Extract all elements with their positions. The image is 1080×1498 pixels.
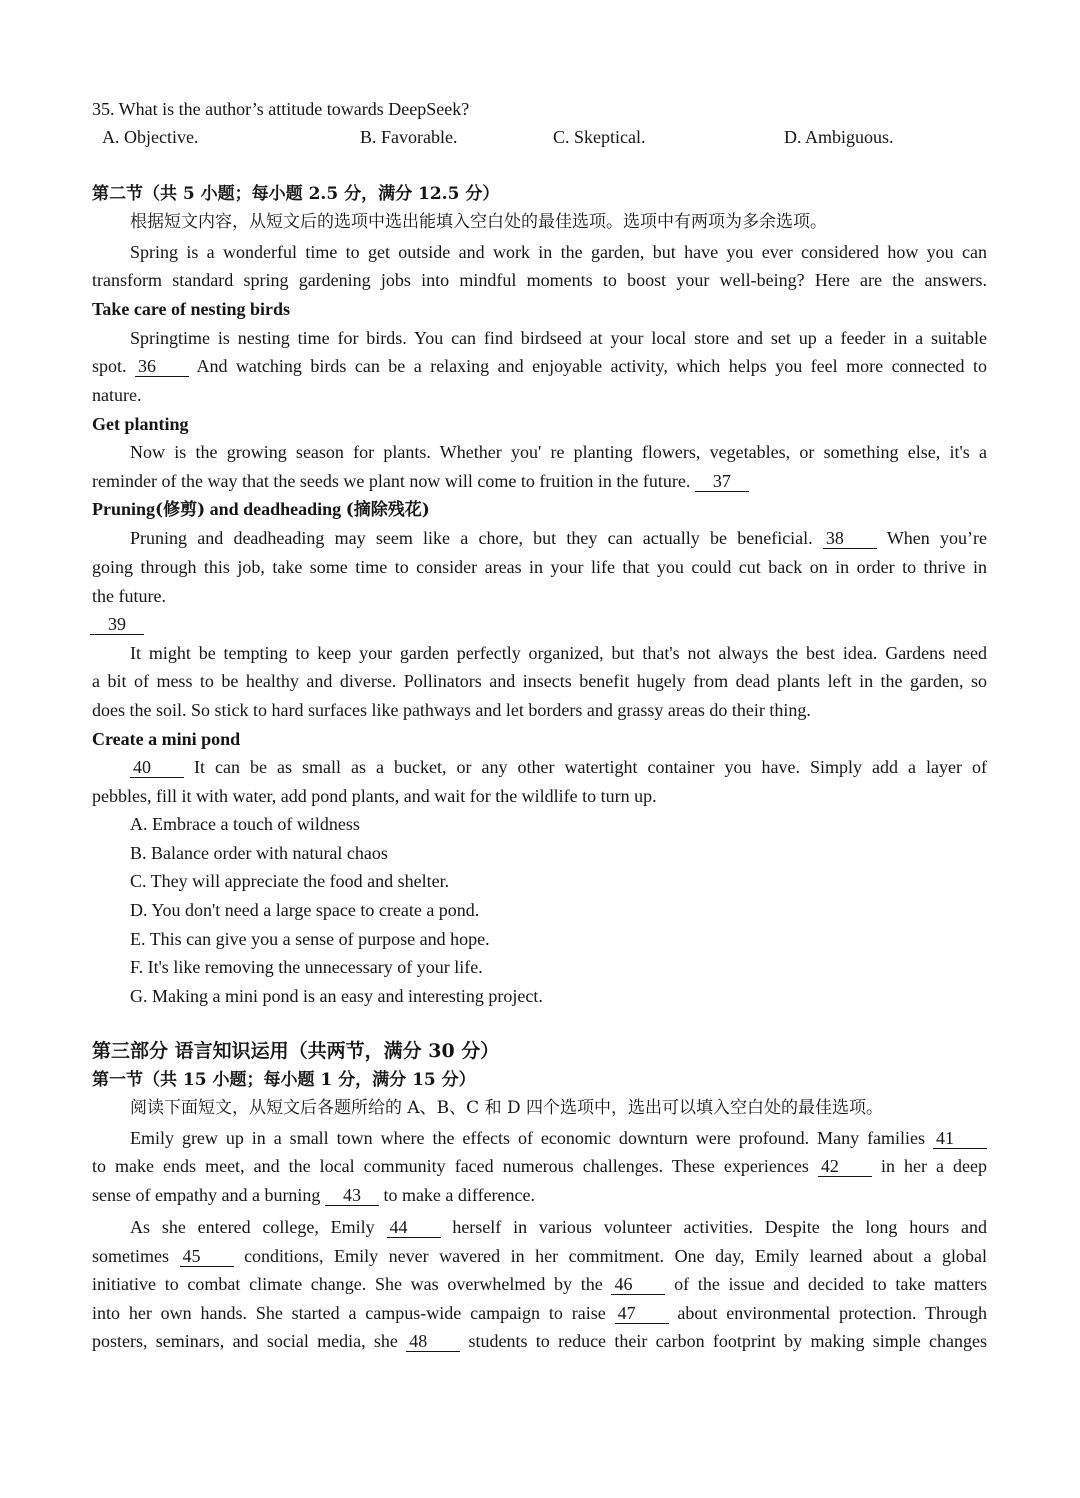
pruning-line-2: going through this job, take some time to consider areas in your life that you could cut back on in order to thrive in — [92, 557, 987, 577]
blank-45[interactable]: 45 — [180, 1246, 234, 1267]
p1-line-3b: to make a difference. — [383, 1185, 536, 1205]
part3-instruction: 阅读下面短文，从短文后各题所给的 A、B、C 和 D 四个选项中，选出可以填入空白处的最佳选项。 — [130, 1098, 884, 1118]
pruning-line-1 — [130, 526, 987, 550]
p1-line-1a: Emily grew up in a small town where the effects of economic downturn were profound. Many families — [130, 1128, 926, 1148]
section2-instruction: 根据短文内容，从短文后的选项中选出能填入空白处的最佳选项。选项中有两项为多余选项。 — [130, 212, 827, 232]
pond-line-1a: It can be as small as a bucket, or any other watertight container you have. Simply add a layer of — [194, 757, 988, 777]
mess-line-3: does the soil. So stick to hard surfaces like pathways and let borders and grassy areas do their thing. — [92, 700, 811, 720]
p2-line-1 — [130, 1215, 987, 1239]
p2-line-2 — [92, 1244, 987, 1268]
p2-line-5 — [92, 1329, 987, 1353]
option-d[interactable]: D. Ambiguous. — [784, 127, 894, 147]
pruning-line-1b: When you’re — [886, 528, 987, 548]
blank-36[interactable]: 36 — [135, 356, 189, 377]
p2-line-1b: herself in various volunteer activities. Despite the long hours and — [452, 1217, 987, 1237]
choice-g[interactable]: G. Making a mini pond is an easy and interesting project. — [130, 986, 543, 1006]
heading-nesting-birds: Take care of nesting birds — [92, 299, 291, 319]
planting-line-2a: reminder of the way that the seeds we plant now will come to fruition in the future. — [92, 471, 691, 491]
question-35-options — [102, 125, 987, 149]
pruning-line-3: the future. — [92, 586, 166, 606]
intro-line-2: transform standard spring gardening jobs into mindful moments to boost your well-being? Here are the answers. — [92, 270, 987, 290]
p1-line-2 — [92, 1154, 987, 1178]
blank-46[interactable]: 46 — [611, 1274, 665, 1295]
p2-line-4 — [92, 1301, 987, 1325]
birds-line-2 — [92, 354, 987, 378]
p2-line-4b: about environmental protection. Through — [677, 1303, 988, 1323]
birds-line-2b: And watching birds can be a relaxing and enjoyable activity, which helps you feel more connected to — [196, 356, 987, 376]
p2-line-5a: posters, seminars, and social media, she — [92, 1331, 398, 1351]
choice-d[interactable]: D. You don't need a large space to create a pond. — [130, 900, 480, 920]
blank-40[interactable]: 40 — [130, 757, 184, 778]
birds-line-2a: spot. — [92, 356, 127, 376]
planting-line-1: Now is the growing season for plants. Whether you' re planting flowers, vegetables, or something else, it's a — [130, 442, 987, 462]
choice-f[interactable]: F. It's like removing the unnecessary of your life. — [130, 957, 483, 977]
mess-line-2: a bit of mess to be healthy and diverse. Pollinators and insects benefit hugely from dead plants left in the garden, so — [92, 671, 987, 691]
blank-47[interactable]: 47 — [615, 1303, 669, 1324]
heading-pruning-b: (修剪) — [155, 500, 206, 520]
option-a[interactable]: A. Objective. — [102, 127, 199, 147]
choice-b[interactable]: B. Balance order with natural chaos — [130, 843, 388, 863]
question-35-stem: 35. What is the author’s attitude towards DeepSeek? — [92, 99, 470, 119]
p2-line-3a: initiative to combat climate change. She was overwhelmed by the — [92, 1274, 603, 1294]
section2-heading: 第二节（共 5 小题；每小题 2.5 分，满分 12.5 分） — [92, 184, 500, 204]
heading-get-planting: Get planting — [92, 414, 189, 434]
p1-line-3 — [92, 1183, 987, 1207]
choice-c[interactable]: C. They will appreciate the food and shelter. — [130, 871, 450, 891]
blank-44[interactable]: 44 — [387, 1217, 441, 1238]
intro-line-1: Spring is a wonderful time to get outside and work in the garden, but have you ever considered how you can — [130, 242, 987, 262]
p2-line-2b: conditions, Emily never wavered in her commitment. One day, Emily learned about a global — [244, 1246, 988, 1266]
p2-line-4a: into her own hands. She started a campus-wide campaign to raise — [92, 1303, 606, 1323]
heading-pruning — [92, 497, 987, 522]
blank-39[interactable]: 39 — [90, 614, 144, 635]
pruning-line-1a: Pruning and deadheading may seem like a chore, but they can actually be beneficial. — [130, 528, 813, 548]
option-c[interactable]: C. Skeptical. — [553, 127, 646, 147]
p1-line-3a: sense of empathy and a burning — [92, 1185, 321, 1205]
p2-line-1a: As she entered college, Emily — [130, 1217, 375, 1237]
blank-43[interactable]: 43 — [325, 1185, 379, 1206]
blank-39-row — [92, 612, 987, 636]
pond-line-1 — [130, 755, 987, 779]
choice-a[interactable]: A. Embrace a touch of wildness — [130, 814, 360, 834]
p2-line-5b: students to reduce their carbon footprint by making simple changes — [468, 1331, 988, 1351]
heading-pruning-a: Pruning — [92, 499, 156, 519]
blank-37[interactable]: 37 — [695, 471, 749, 492]
birds-line-3: nature. — [92, 385, 142, 405]
heading-pruning-c: and deadheading — [209, 499, 342, 519]
p1-line-2b: in her a deep — [880, 1156, 988, 1176]
blank-48[interactable]: 48 — [406, 1331, 460, 1352]
p2-line-3b: of the issue and decided to take matters — [674, 1274, 988, 1294]
choice-e[interactable]: E. This can give you a sense of purpose and hope. — [130, 929, 490, 949]
heading-mini-pond: Create a mini pond — [92, 729, 241, 749]
p2-line-2a: sometimes — [92, 1246, 169, 1266]
heading-pruning-d: (摘除残花) — [345, 500, 430, 520]
part3-heading: 第三部分 语言知识运用（共两节，满分 30 分） — [92, 1040, 500, 1062]
birds-line-1: Springtime is nesting time for birds. You can find birdseed at your local store and set up a feeder in a suitable — [130, 328, 987, 348]
mess-line-1: It might be tempting to keep your garden perfectly organized, but that's not always the best idea. Gardens need — [130, 643, 987, 663]
blank-42[interactable]: 42 — [818, 1156, 872, 1177]
planting-line-2 — [92, 469, 987, 493]
part3-section1-heading: 第一节（共 15 小题；每小题 1 分，满分 15 分） — [92, 1070, 476, 1090]
blank-38[interactable]: 38 — [823, 528, 877, 549]
p1-line-1 — [130, 1126, 987, 1150]
blank-41[interactable]: 41 — [933, 1128, 987, 1149]
pond-line-2: pebbles, fill it with water, add pond plants, and wait for the wildlife to turn up. — [92, 786, 657, 806]
option-b[interactable]: B. Favorable. — [360, 127, 458, 147]
p2-line-3 — [92, 1272, 987, 1296]
p1-line-2a: to make ends meet, and the local community faced numerous challenges. These experiences — [92, 1156, 809, 1176]
